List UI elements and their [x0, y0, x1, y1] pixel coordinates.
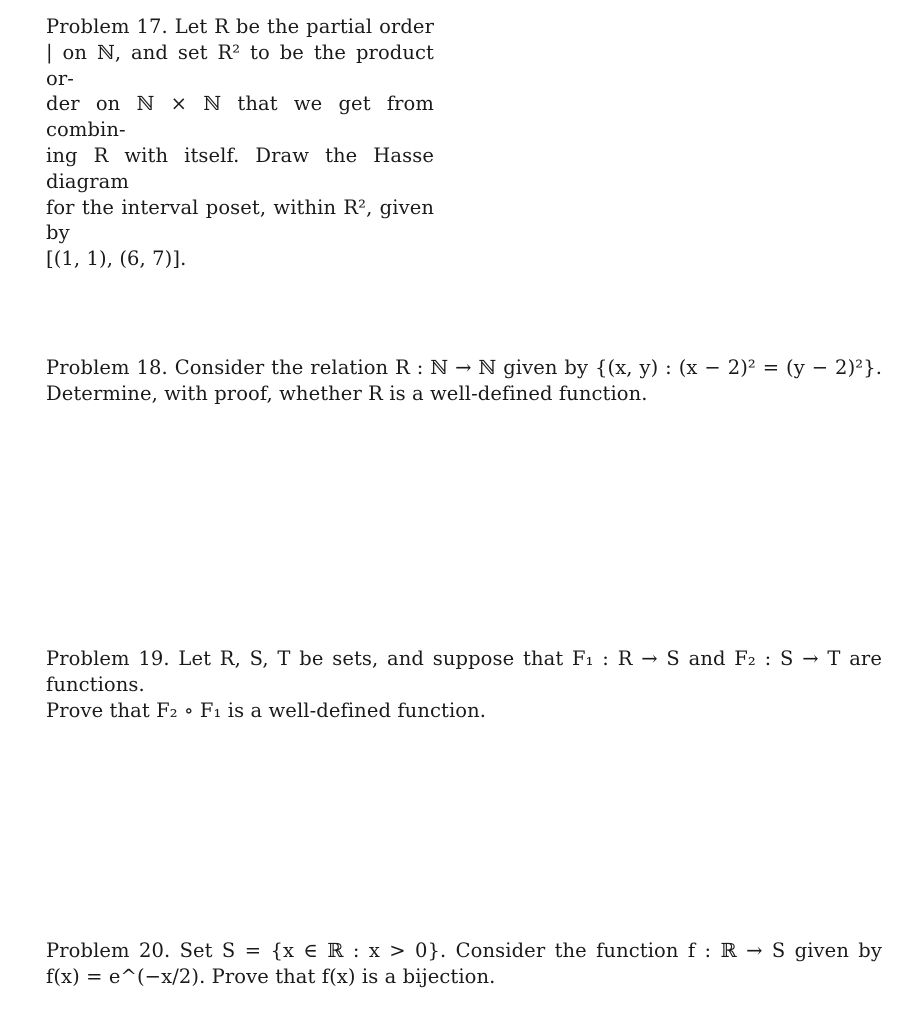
problem-19-line-2: Prove that F₂ ∘ F₁ is a well-defined function.	[46, 698, 487, 722]
problem-17	[46, 14, 434, 272]
problem-17-line-6: [(1, 1), (6, 7)].	[46, 247, 187, 271]
problem-20	[46, 938, 882, 990]
problem-17-line-2: | on ℕ, and set R² to be the product or-	[46, 40, 434, 90]
problem-20-line-1: Problem 20. Set S = {x ∈ ℝ : x > 0}. Consider the function f : ℝ → S given by	[46, 939, 882, 962]
problem-20-line-2: f(x) = e^(−x/2). Prove that f(x) is a bijection.	[46, 964, 496, 988]
problem-19-line-1: Problem 19. Let R, S, T be sets, and suppose that F₁ : R → S and F₂ : S → T are functions.	[46, 647, 882, 696]
problem-19	[46, 646, 882, 723]
problem-17-line-5: for the interval poset, within R², given by	[46, 195, 434, 245]
problem-18-line-1: Problem 18. Consider the relation R : ℕ → ℕ given by {(x, y) : (x − 2)² = (y − 2)²}.	[46, 356, 882, 379]
problem-18-line-2: Determine, with proof, whether R is a well-defined function.	[46, 381, 648, 405]
problem-17-line-1: Problem 17. Let R be the partial order	[46, 15, 434, 38]
problem-17-line-4: ing R with itself. Draw the Hasse diagram	[46, 143, 434, 193]
problem-18	[46, 355, 882, 407]
problem-17-line-3: der on ℕ × ℕ that we get from combin-	[46, 92, 434, 142]
